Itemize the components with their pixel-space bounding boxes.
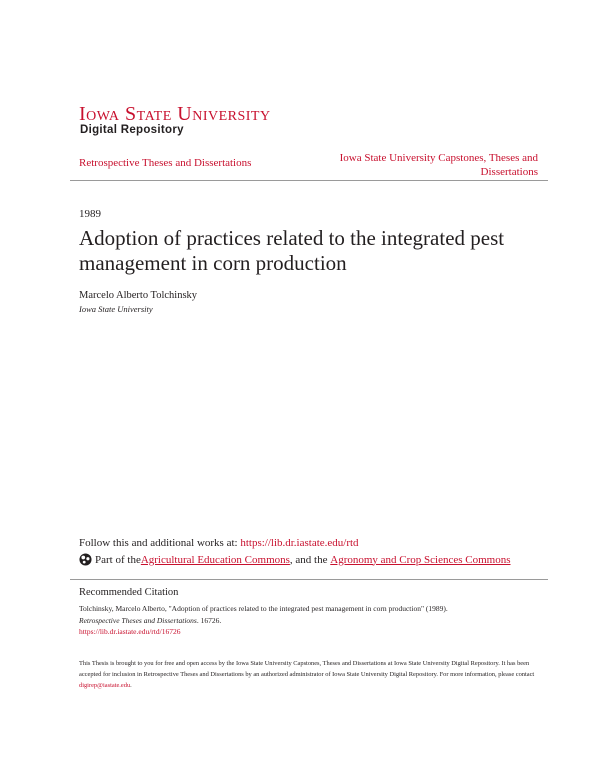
citation-url-link[interactable]: https://lib.dr.iastate.edu/rtd/16726 xyxy=(79,627,181,636)
header-divider xyxy=(70,180,548,181)
contact-email-link[interactable]: digirep@iastate.edu xyxy=(79,681,131,689)
access-notice-end: . xyxy=(130,681,132,689)
capstones-theses-link[interactable]: Iowa State University Capstones, Theses and Dissertations xyxy=(339,152,538,178)
citation-text: Tolchinsky, Marcelo Alberto, "Adoption of practices related to the integrated pest management in corn production" (1989). xyxy=(79,604,448,613)
follow-url-link[interactable]: https://lib.dr.iastate.edu/rtd xyxy=(240,537,359,549)
part-of-middle: , and the xyxy=(289,553,331,566)
publication-year: 1989 xyxy=(79,208,101,220)
agricultural-education-commons-link[interactable]: Agricultural Education Commons xyxy=(140,553,290,566)
document-title: Adoption of practices related to the integrated pest management in corn production xyxy=(79,226,505,275)
citation-block xyxy=(79,603,549,638)
follow-line xyxy=(79,537,359,549)
access-notice xyxy=(79,659,549,691)
digital-repository-label: Digital Repository xyxy=(80,124,184,136)
citation-number: . 16726. xyxy=(196,615,222,625)
recommended-citation-heading: Recommended Citation xyxy=(79,587,179,598)
retrospective-theses-link[interactable]: Retrospective Theses and Dissertations xyxy=(79,157,252,169)
part-of-line xyxy=(79,553,511,566)
citation-series: Retrospective Theses and Dissertations xyxy=(79,615,197,625)
follow-prefix: Follow this and additional works at: xyxy=(79,537,241,549)
agronomy-crop-sciences-commons-link[interactable]: Agronomy and Crop Sciences Commons xyxy=(330,553,511,566)
university-logo-wordmark: Iowa State University xyxy=(79,103,271,125)
citation-divider xyxy=(70,579,548,580)
access-notice-text: This Thesis is brought to you for free and open access by the Iowa State University Capstones, Theses and Dissertations at Iowa State University Digital Repository. It has been accepted for inclusion in Retrospective Theses and Dissertations by an authorized administrator of Iowa State University Digital Repository. For more information, please contact xyxy=(79,660,535,678)
part-of-prefix: Part of the xyxy=(95,553,141,566)
author-institution: Iowa State University xyxy=(79,304,153,314)
network-commons-icon xyxy=(79,553,92,566)
author-name: Marcelo Alberto Tolchinsky xyxy=(79,290,198,301)
